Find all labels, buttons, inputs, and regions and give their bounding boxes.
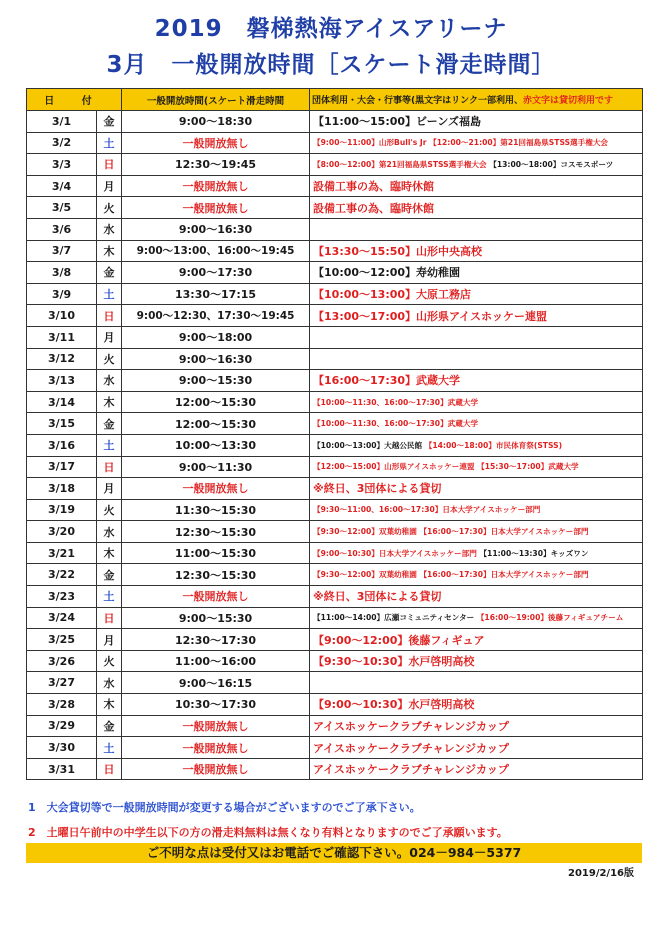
table-row xyxy=(27,348,643,370)
row-weekday: 土 xyxy=(97,737,122,759)
row-weekday: 月 xyxy=(97,326,122,348)
row-weekday: 月 xyxy=(97,629,122,651)
table-row xyxy=(27,413,643,435)
row-events xyxy=(310,694,643,716)
row-weekday: 火 xyxy=(97,499,122,521)
page-subtitle: 3月 一般開放時間［スケート滑走時間］ xyxy=(106,52,556,78)
row-date: 3/24 xyxy=(27,607,97,629)
version-label: 2019/2/16版 xyxy=(567,868,634,879)
row-date: 3/9 xyxy=(27,283,97,305)
event-text: 【14:00～18:00】市民体育祭(STSS) xyxy=(424,440,563,450)
table-row xyxy=(27,175,643,197)
table-row xyxy=(27,672,643,694)
row-open-hours: 10:30～17:30 xyxy=(122,694,310,716)
event-text: アイスホッケークラブチャレンジカップ xyxy=(313,763,509,777)
event-text: 【9:30～12:00】双葉幼稚園 【16:00～17:30】日本大学アイスホッケー部門 xyxy=(313,527,589,537)
row-open-hours: 12:30～17:30 xyxy=(122,629,310,651)
header-time: 一般開放時間(スケート滑走時間 xyxy=(122,89,310,111)
row-weekday: 月 xyxy=(97,175,122,197)
row-date: 3/3 xyxy=(27,154,97,176)
row-open-hours: 9:00～15:30 xyxy=(122,607,310,629)
event-text: 【9:30～10:30】水戸啓明高校 xyxy=(313,655,475,669)
table-row xyxy=(27,262,643,284)
row-open-hours: 一般開放無し xyxy=(122,197,310,219)
table-row xyxy=(27,283,643,305)
row-open-hours: 9:00～13:00、16:00～19:45 xyxy=(122,240,310,262)
row-date: 3/1 xyxy=(27,111,97,133)
row-open-hours: 9:00～12:30、17:30～19:45 xyxy=(122,305,310,327)
row-events xyxy=(310,218,643,240)
table-row xyxy=(27,607,643,629)
row-open-hours: 11:00～16:00 xyxy=(122,650,310,672)
row-events xyxy=(310,521,643,543)
table-row xyxy=(27,132,643,154)
row-date: 3/5 xyxy=(27,197,97,219)
table-row xyxy=(27,499,643,521)
table-row xyxy=(27,650,643,672)
row-events xyxy=(310,240,643,262)
event-text: 【11:00～13:30】キッズワン xyxy=(479,548,589,558)
event-text: 【10:00～11:30、16:00～17:30】武蔵大学 xyxy=(313,419,479,429)
event-text: アイスホッケークラブチャレンジカップ xyxy=(313,741,509,755)
row-open-hours: 一般開放無し xyxy=(122,737,310,759)
row-date: 3/27 xyxy=(27,672,97,694)
table-row xyxy=(27,154,643,176)
table-row xyxy=(27,370,643,392)
event-text: 【13:30～15:50】山形中央高校 xyxy=(313,244,483,258)
row-weekday: 水 xyxy=(97,370,122,392)
table-row xyxy=(27,391,643,413)
row-events xyxy=(310,499,643,521)
row-events xyxy=(310,283,643,305)
row-date: 3/26 xyxy=(27,650,97,672)
table-row xyxy=(27,240,643,262)
row-date: 3/19 xyxy=(27,499,97,521)
event-text: 設備工事の為、臨時休館 xyxy=(313,180,435,194)
row-date: 3/18 xyxy=(27,478,97,500)
row-events xyxy=(310,434,643,456)
row-events xyxy=(310,175,643,197)
row-open-hours: 9:00～18:00 xyxy=(122,326,310,348)
row-open-hours: 一般開放無し xyxy=(122,715,310,737)
contact-bar: ご不明な点は受付又はお電話でご確認下さい。024－984－5377 xyxy=(26,843,642,863)
row-weekday: 木 xyxy=(97,694,122,716)
row-weekday: 月 xyxy=(97,478,122,500)
row-date: 3/17 xyxy=(27,456,97,478)
row-open-hours: 9:00～15:30 xyxy=(122,370,310,392)
event-text: 【9:30～12:00】双葉幼稚園 【16:00～17:30】日本大学アイスホッケー部門 xyxy=(313,570,589,580)
row-weekday: 火 xyxy=(97,197,122,219)
row-events xyxy=(310,111,643,133)
row-open-hours: 12:30～15:30 xyxy=(122,564,310,586)
table-row xyxy=(27,111,643,133)
row-open-hours: 一般開放無し xyxy=(122,478,310,500)
table-row xyxy=(27,542,643,564)
row-date: 3/30 xyxy=(27,737,97,759)
row-weekday: 金 xyxy=(97,564,122,586)
row-date: 3/11 xyxy=(27,326,97,348)
table-row xyxy=(27,629,643,651)
row-events xyxy=(310,413,643,435)
row-open-hours: 一般開放無し xyxy=(122,132,310,154)
page-title: 2019 磐梯熱海アイスアリーナ xyxy=(154,16,508,42)
event-text: 【8:00～12:00】第21回福島県STSS選手権大会 xyxy=(313,159,490,169)
row-weekday: 火 xyxy=(97,650,122,672)
event-text: 【12:00～15:00】山形県アイスホッケー連盟 【15:30～17:00】武蔵大学 xyxy=(313,462,579,472)
row-weekday: 金 xyxy=(97,715,122,737)
row-date: 3/31 xyxy=(27,758,97,780)
row-open-hours: 一般開放無し xyxy=(122,758,310,780)
row-events xyxy=(310,629,643,651)
row-events xyxy=(310,154,643,176)
row-events xyxy=(310,391,643,413)
row-weekday: 金 xyxy=(97,413,122,435)
row-open-hours: 12:30～19:45 xyxy=(122,154,310,176)
header-events xyxy=(310,89,643,111)
table-row xyxy=(27,737,643,759)
table-row xyxy=(27,197,643,219)
row-weekday: 土 xyxy=(97,283,122,305)
row-open-hours: 9:00～17:30 xyxy=(122,262,310,284)
table-row xyxy=(27,218,643,240)
row-weekday: 金 xyxy=(97,262,122,284)
row-weekday: 水 xyxy=(97,218,122,240)
event-text: 【11:00～14:00】広瀬コミュニティセンター xyxy=(313,613,477,623)
row-weekday: 土 xyxy=(97,586,122,608)
row-open-hours: 9:00～11:30 xyxy=(122,456,310,478)
event-text: 【10:00～11:30、16:00～17:30】武蔵大学 xyxy=(313,397,479,407)
table-row xyxy=(27,456,643,478)
row-events xyxy=(310,564,643,586)
event-text: 【9:00～10:30】水戸啓明高校 xyxy=(313,698,475,712)
row-date: 3/28 xyxy=(27,694,97,716)
table-row xyxy=(27,586,643,608)
row-events xyxy=(310,197,643,219)
table-row xyxy=(27,478,643,500)
row-date: 3/16 xyxy=(27,434,97,456)
row-open-hours: 13:30～17:15 xyxy=(122,283,310,305)
row-events xyxy=(310,370,643,392)
row-date: 3/10 xyxy=(27,305,97,327)
note-2: 2 土曜日午前中の中学生以下の方の滑走料無料は無くなり有料となりますのでご了承願います。 xyxy=(28,826,508,839)
row-open-hours: 12:00～15:30 xyxy=(122,391,310,413)
row-events xyxy=(310,607,643,629)
header-events-red: 赤文字は貸切利用です xyxy=(522,96,613,106)
event-text: 【9:30～11:00、16:00～17:30】日本大学アイスホッケー部門 xyxy=(313,505,541,515)
row-date: 3/25 xyxy=(27,629,97,651)
row-events xyxy=(310,326,643,348)
row-open-hours: 11:30～15:30 xyxy=(122,499,310,521)
event-text: 【13:00～17:00】山形県アイスホッケー連盟 xyxy=(313,309,547,323)
event-text: 【13:00～18:00】コスモスポーツ xyxy=(489,159,614,169)
row-open-hours: 10:00～13:30 xyxy=(122,434,310,456)
event-text: 【10:00～13:00】大原工務店 xyxy=(313,288,472,302)
table-row xyxy=(27,434,643,456)
row-date: 3/22 xyxy=(27,564,97,586)
row-weekday: 日 xyxy=(97,456,122,478)
row-events xyxy=(310,542,643,564)
row-events xyxy=(310,650,643,672)
row-open-hours: 12:30～15:30 xyxy=(122,521,310,543)
row-events xyxy=(310,758,643,780)
event-text: 設備工事の為、臨時休館 xyxy=(313,201,435,215)
row-date: 3/14 xyxy=(27,391,97,413)
row-date: 3/21 xyxy=(27,542,97,564)
table-row xyxy=(27,758,643,780)
row-date: 3/8 xyxy=(27,262,97,284)
row-events xyxy=(310,715,643,737)
row-open-hours: 11:00～15:30 xyxy=(122,542,310,564)
event-text: 【9:00～10:30】日本大学アイスホッケー部門 xyxy=(313,548,480,558)
row-date: 3/6 xyxy=(27,218,97,240)
event-text: 【16:00～17:30】武蔵大学 xyxy=(313,374,461,388)
row-events xyxy=(310,262,643,284)
row-weekday: 日 xyxy=(97,305,122,327)
row-date: 3/23 xyxy=(27,586,97,608)
row-weekday: 土 xyxy=(97,434,122,456)
row-events xyxy=(310,348,643,370)
row-events xyxy=(310,586,643,608)
row-date: 3/20 xyxy=(27,521,97,543)
event-text: 【9:00～11:00】山形Bull's Jr 【12:00～21:00】第21回福島県STSS選手権大会 xyxy=(313,138,609,148)
event-text: 【10:00～13:00】大越公民館 xyxy=(313,440,425,450)
event-text: 【9:00～12:00】後藤フィギュア xyxy=(313,633,485,647)
schedule-table xyxy=(26,88,643,780)
row-weekday: 日 xyxy=(97,607,122,629)
row-open-hours: 一般開放無し xyxy=(122,175,310,197)
row-weekday: 火 xyxy=(97,348,122,370)
row-weekday: 金 xyxy=(97,111,122,133)
note-1: 1 大会貸切等で一般開放時間が変更する場合がございますのでご了承下さい。 xyxy=(28,801,421,814)
table-row xyxy=(27,694,643,716)
table-row xyxy=(27,564,643,586)
row-date: 3/4 xyxy=(27,175,97,197)
row-events xyxy=(310,672,643,694)
header-date: 日 付 xyxy=(27,89,122,111)
row-date: 3/12 xyxy=(27,348,97,370)
row-events xyxy=(310,478,643,500)
row-events xyxy=(310,737,643,759)
row-open-hours: 9:00～16:30 xyxy=(122,218,310,240)
row-weekday: 木 xyxy=(97,542,122,564)
row-date: 3/2 xyxy=(27,132,97,154)
event-text: 【10:00～12:00】寿幼稚園 xyxy=(313,266,461,280)
row-weekday: 日 xyxy=(97,758,122,780)
table-row xyxy=(27,521,643,543)
row-open-hours: 9:00～16:15 xyxy=(122,672,310,694)
event-text: アイスホッケークラブチャレンジカップ xyxy=(313,719,509,733)
row-date: 3/29 xyxy=(27,715,97,737)
row-open-hours: 一般開放無し xyxy=(122,586,310,608)
table-row xyxy=(27,326,643,348)
row-open-hours: 9:00～16:30 xyxy=(122,348,310,370)
event-text: 【16:00～19:00】後藤フィギュアチーム xyxy=(476,613,624,623)
row-weekday: 水 xyxy=(97,521,122,543)
event-text: ※終日、3団体による貸切 xyxy=(313,482,442,496)
row-open-hours: 9:00～18:30 xyxy=(122,111,310,133)
row-events xyxy=(310,305,643,327)
row-events xyxy=(310,456,643,478)
event-text: 【11:00～15:00】ビーンズ福島 xyxy=(313,115,482,129)
row-weekday: 木 xyxy=(97,240,122,262)
event-text: ※終日、3団体による貸切 xyxy=(313,590,442,604)
table-row xyxy=(27,715,643,737)
row-events xyxy=(310,132,643,154)
header-events-black: 団体利用・大会・行事等(黒文字はリンク一部利用、 xyxy=(312,96,523,106)
row-weekday: 木 xyxy=(97,391,122,413)
table-header xyxy=(27,89,643,111)
row-date: 3/15 xyxy=(27,413,97,435)
row-weekday: 日 xyxy=(97,154,122,176)
table-row xyxy=(27,305,643,327)
row-date: 3/13 xyxy=(27,370,97,392)
row-weekday: 水 xyxy=(97,672,122,694)
row-open-hours: 12:00～15:30 xyxy=(122,413,310,435)
row-weekday: 土 xyxy=(97,132,122,154)
row-date: 3/7 xyxy=(27,240,97,262)
